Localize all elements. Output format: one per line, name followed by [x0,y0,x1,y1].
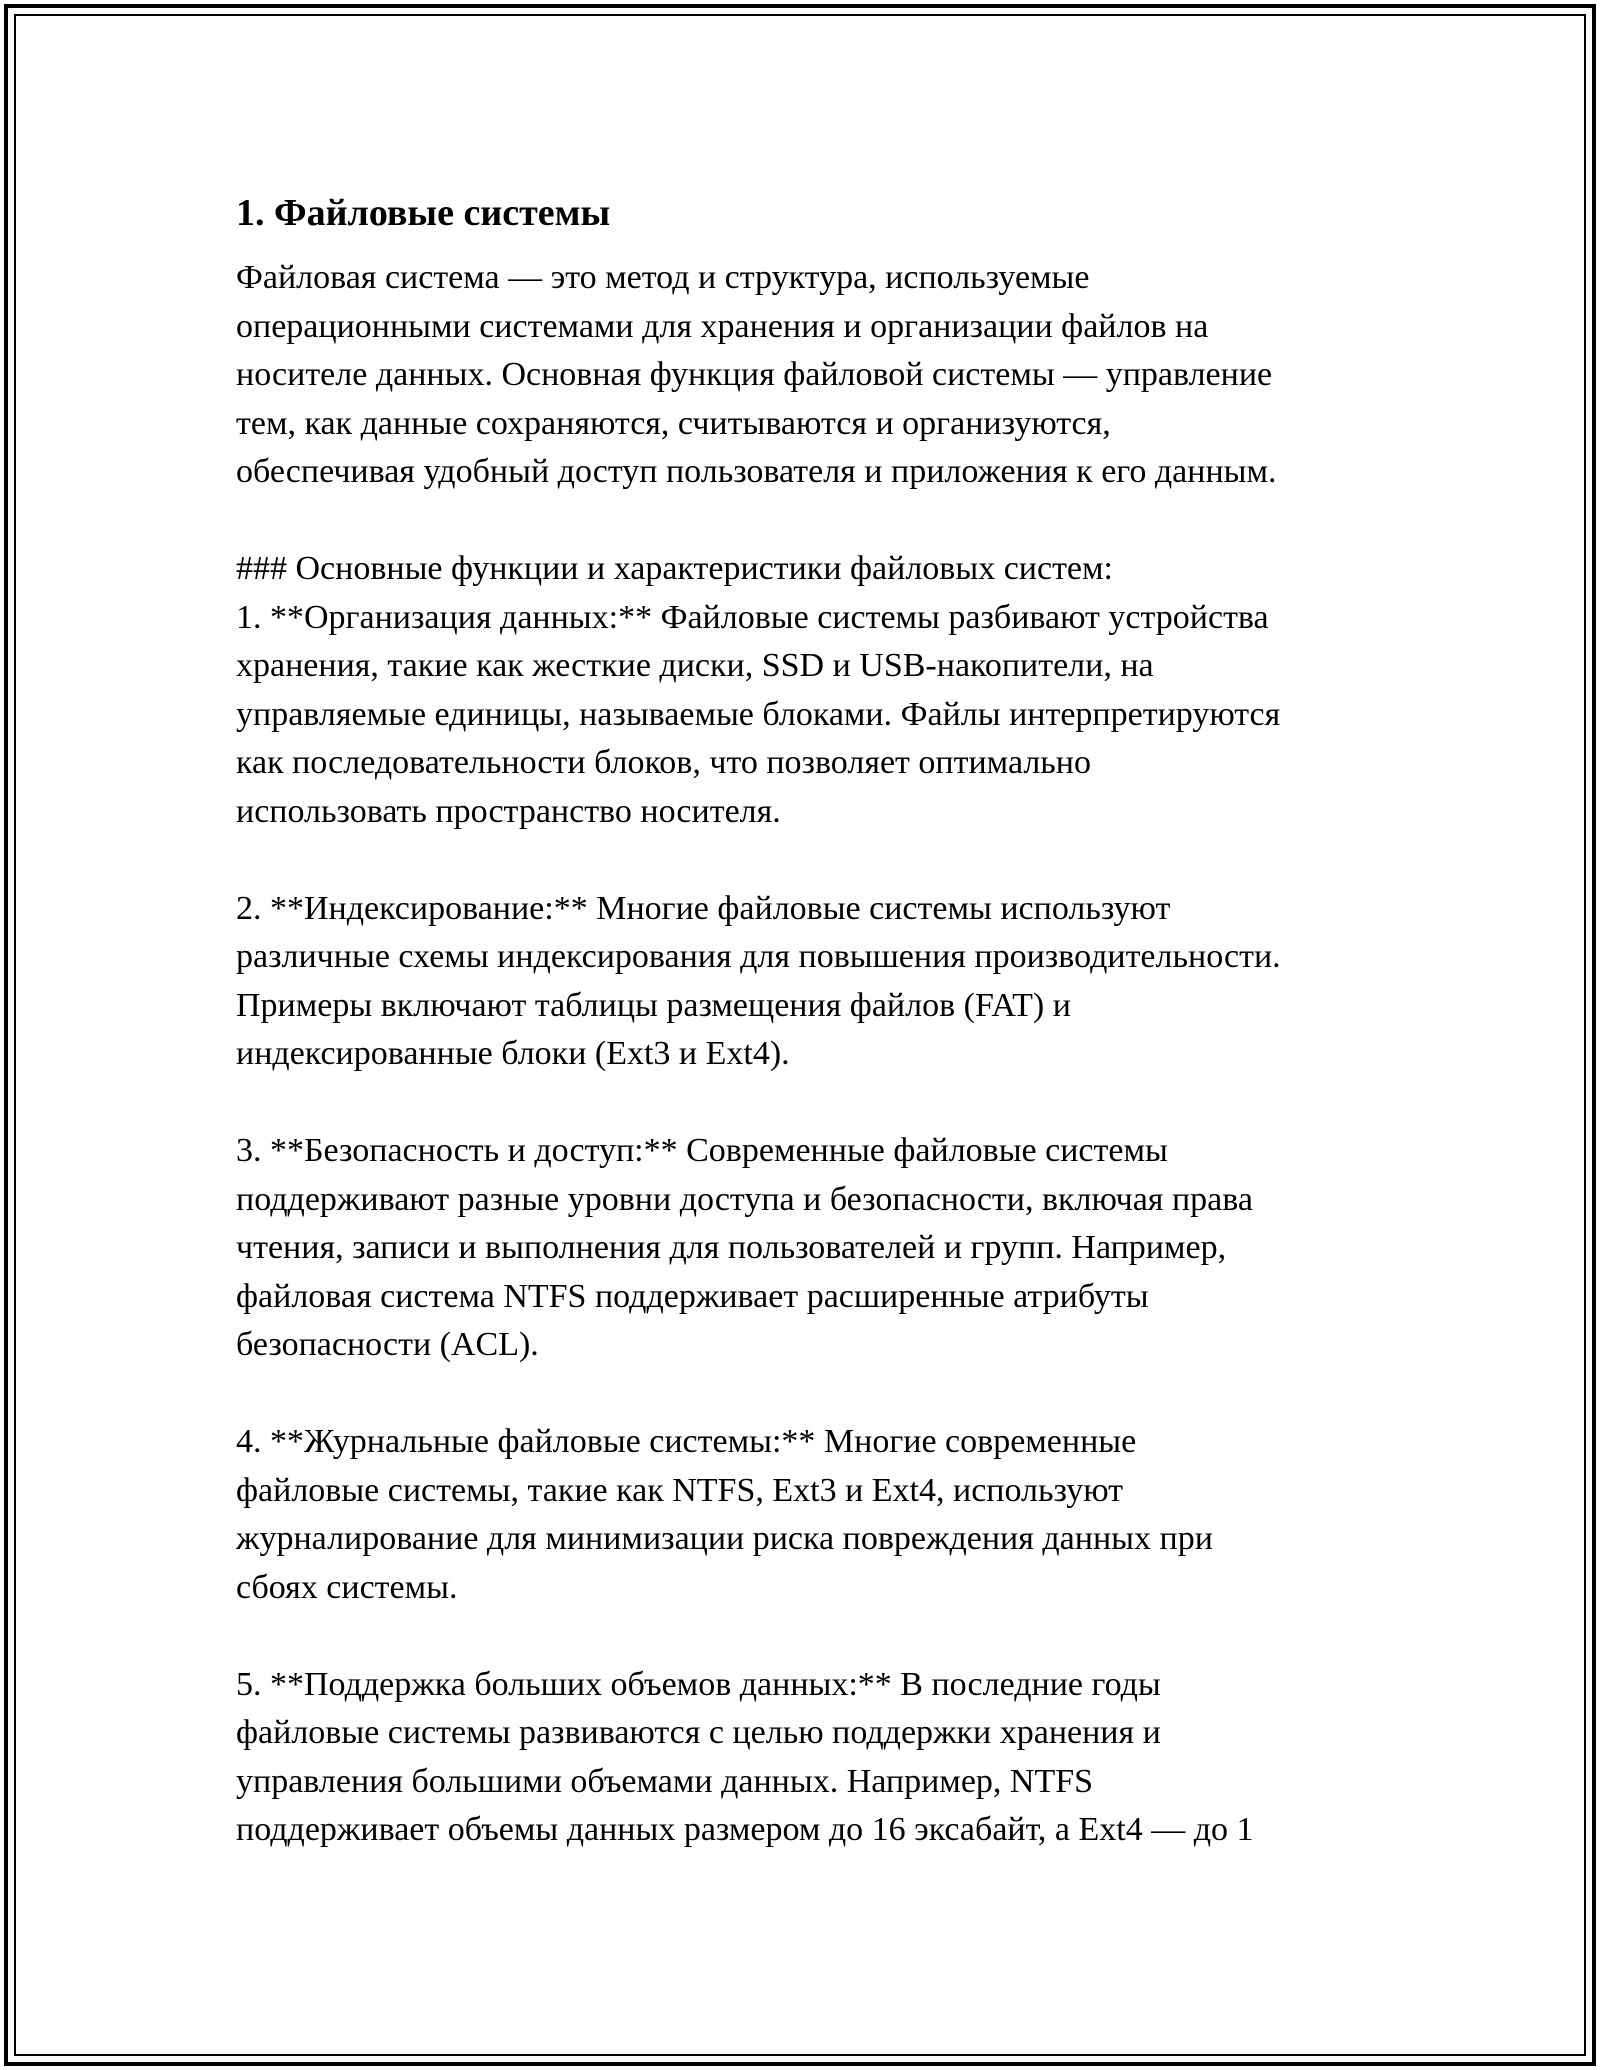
text-line: 2. **Индексирование:** Многие файловые системы используют [236,889,1171,927]
text-line: операционными системами для хранения и организации файлов на [236,307,1209,345]
text-line: чтения, записи и выполнения для пользователей и групп. Например, [236,1229,1227,1266]
paragraph-gap [236,1370,1416,1419]
list-item [236,1418,1416,1612]
paragraph-gap [236,497,1416,546]
text-line: файловые системы, такие как NTFS, Ext3 и Ext4, используют [236,1471,1124,1509]
text-line: файловые системы развиваются с целью поддержки хранения и [236,1714,1161,1751]
text-line: 1. **Организация данных:** Файловые системы разбивают устройства [236,598,1269,636]
text-line: поддерживает объемы данных размером до 16 эксабайт, а Ext4 — до 1 [236,1811,1254,1848]
list-item [236,594,1416,837]
text-line: хранения, такие как жесткие диски, SSD и USB-накопители, на [236,647,1154,684]
text-line: Файловая система — это метод и структура, используемые [236,259,1090,296]
paragraph-gap [236,1079,1416,1128]
text-line: безопасности (ACL). [236,1326,539,1363]
text-line: поддерживают разные уровни доступа и безопасности, включая права [236,1180,1253,1218]
text-line: Примеры включают таблицы размещения файлов (FAT) и [236,986,1071,1024]
paragraph-gap [236,836,1416,885]
text-line: журналирование для минимизации риска повреждения данных при [236,1520,1213,1557]
text-line: индексированные блоки (Ext3 и Ext4). [236,1035,790,1072]
intro-paragraph [236,254,1416,497]
text-line: тем, как данные сохраняются, считываются и организуются, [236,404,1111,442]
text-line: 4. **Журнальные файловые системы:** Многие современные [236,1423,1137,1460]
subsection-heading: ### Основные функции и характеристики файловых систем: [236,550,1113,587]
text-line: различные схемы индексирования для повышения производительности. [236,938,1281,975]
text-line: управления большими объемами данных. Например, NTFS [236,1762,1094,1800]
list-item [236,885,1416,1079]
text-line: файловая система NTFS поддерживает расширенные атрибуты [236,1277,1149,1315]
paragraph-gap [236,1612,1416,1661]
text-line: как последовательности блоков, что позволяет оптимально [236,744,1091,781]
document-body [236,185,1416,1855]
list-item [236,1127,1416,1370]
text-line: 3. **Безопасность и доступ:** Современные файловые системы [236,1132,1168,1169]
text-line: использовать пространство носителя. [236,792,781,830]
section-heading: 1. Файловые системы [236,192,611,234]
text-line: управляемые единицы, называемые блоками. Файлы интерпретируются [236,695,1281,733]
text-line: 5. **Поддержка больших объемов данных:** В последние годы [236,1665,1161,1703]
list-item [236,1661,1416,1855]
text-line: обеспечивая удобный доступ пользователя и приложения к его данным. [236,453,1277,490]
text-line: сбоях системы. [236,1568,458,1606]
text-line: носителе данных. Основная функция файловой системы — управление [236,356,1273,393]
